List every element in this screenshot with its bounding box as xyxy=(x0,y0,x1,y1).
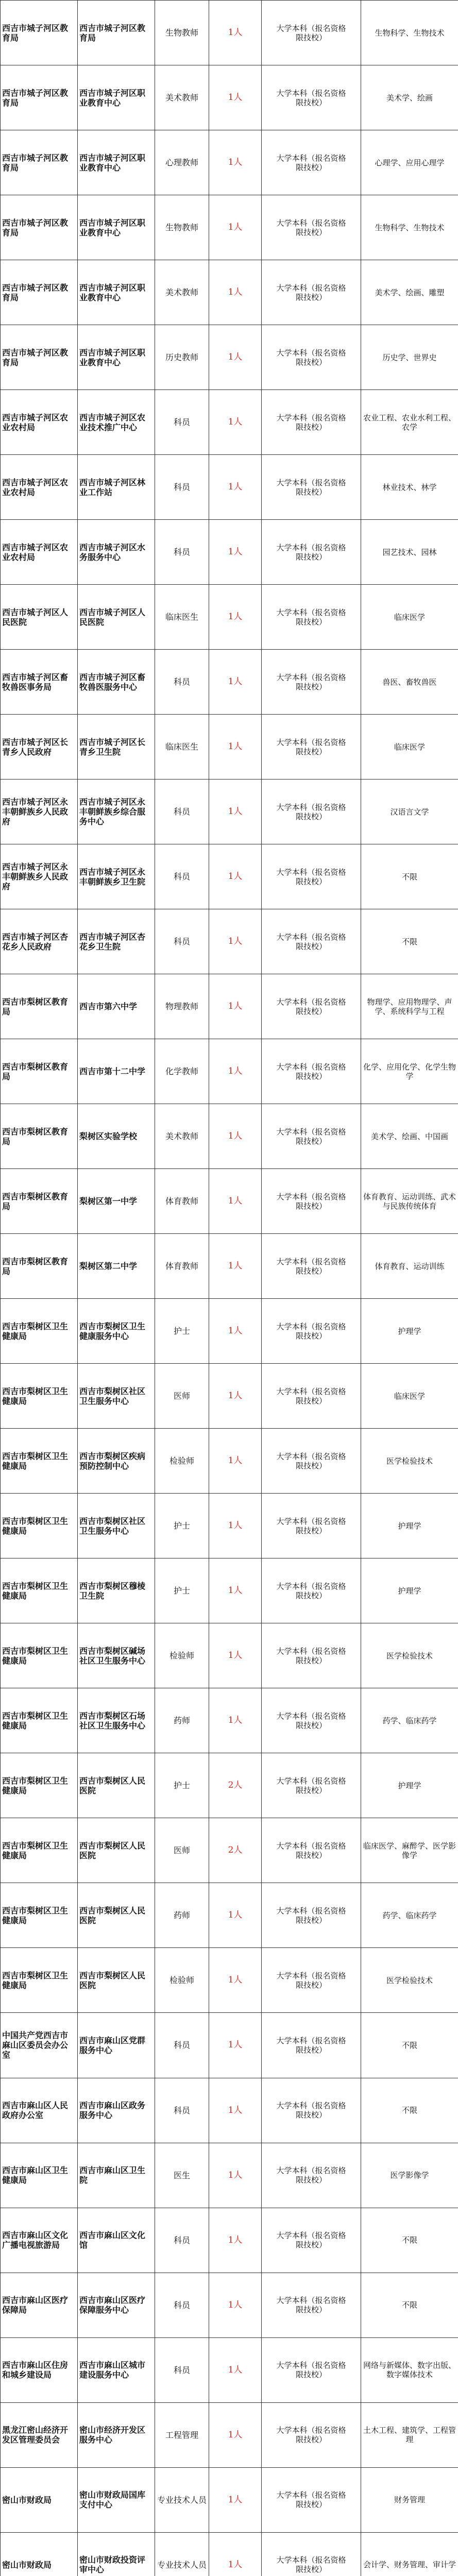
employer-cell: 西吉市梨树区石场社区卫生服务中心 xyxy=(78,1688,155,1753)
department-cell: 西吉市城子河区教育局 xyxy=(1,325,78,390)
education-cell: 大学本科（报名资格 限技校） xyxy=(262,1753,361,1818)
employer-cell: 西吉市梨树区碱场社区卫生服务中心 xyxy=(78,1623,155,1688)
position-cell: 化学教师 xyxy=(155,1039,209,1104)
position-cell: 体育教师 xyxy=(155,1169,209,1234)
table-row xyxy=(1,1234,458,1299)
table-row xyxy=(1,260,458,325)
headcount-cell: 1人 xyxy=(209,1104,262,1169)
major-cell: 护理学 xyxy=(361,1494,458,1558)
table-row xyxy=(1,1753,458,1818)
table-row xyxy=(1,909,458,974)
department-cell: 西吉市城子河区农业农村局 xyxy=(1,390,78,455)
major-cell: 物理学、应用物理学、声学、系统科学与工程 xyxy=(361,974,458,1039)
position-cell: 物理教师 xyxy=(155,974,209,1039)
employer-cell: 密山市财政投资评审中心 xyxy=(78,2532,155,2576)
table-row xyxy=(1,844,458,909)
position-cell: 护士 xyxy=(155,1494,209,1558)
employer-cell: 西吉市城子河区职业教育中心 xyxy=(78,65,155,130)
major-cell: 农业工程、农业水利工程、农学 xyxy=(361,390,458,455)
position-cell: 临床医生 xyxy=(155,585,209,650)
department-cell: 西吉市梨树区卫生健康局 xyxy=(1,1494,78,1558)
department-cell: 西吉市城子河区农业农村局 xyxy=(1,455,78,520)
employer-cell: 梨树区第二中学 xyxy=(78,1234,155,1299)
position-cell: 检验师 xyxy=(155,1623,209,1688)
employer-cell: 西吉市城子河区人民医院 xyxy=(78,585,155,650)
position-cell: 美术教师 xyxy=(155,1104,209,1169)
department-cell: 西吉市梨树区教育局 xyxy=(1,1234,78,1299)
education-cell: 大学本科（报名资格 限技校） xyxy=(262,974,361,1039)
employer-cell: 密山市经济开发区服务中心 xyxy=(78,2402,155,2467)
position-cell: 科员 xyxy=(155,2078,209,2143)
table-row xyxy=(1,1429,458,1494)
education-cell: 大学本科（报名资格 限技校） xyxy=(262,1494,361,1558)
employer-cell: 西吉市第十二中学 xyxy=(78,1039,155,1104)
table-row xyxy=(1,2467,458,2532)
position-cell: 生物教师 xyxy=(155,1,209,65)
employer-cell: 西吉市城子河区永丰朝鲜族乡卫生院 xyxy=(78,844,155,909)
employer-cell: 梨树区实验学校 xyxy=(78,1104,155,1169)
headcount-cell: 1人 xyxy=(209,650,262,715)
headcount-cell: 1人 xyxy=(209,844,262,909)
employer-cell: 西吉市梨树区人民医院 xyxy=(78,1753,155,1818)
education-cell: 大学本科（报名资格 限技校） xyxy=(262,2337,361,2402)
headcount-cell: 1人 xyxy=(209,325,262,390)
employer-cell: 西吉市城子河区水务服务中心 xyxy=(78,520,155,585)
department-cell: 西吉市城子河区永丰朝鲜族乡人民政府 xyxy=(1,844,78,909)
headcount-cell: 1人 xyxy=(209,390,262,455)
headcount-cell: 1人 xyxy=(209,1494,262,1558)
employer-cell: 西吉市城子河区教育局 xyxy=(78,1,155,65)
employer-cell: 西吉市麻山区医疗保障服务中心 xyxy=(78,2273,155,2337)
headcount-cell: 1人 xyxy=(209,1169,262,1234)
position-cell: 科员 xyxy=(155,2208,209,2273)
employer-cell: 西吉市麻山区党群服务中心 xyxy=(78,2013,155,2078)
position-cell: 历史教师 xyxy=(155,325,209,390)
table-row xyxy=(1,1688,458,1753)
department-cell: 西吉市梨树区教育局 xyxy=(1,1169,78,1234)
headcount-cell: 1人 xyxy=(209,2078,262,2143)
education-cell: 大学本科（报名资格 限技校） xyxy=(262,1299,361,1364)
employer-cell: 西吉市梨树区人民医院 xyxy=(78,1948,155,2013)
headcount-cell: 2人 xyxy=(209,1753,262,1818)
headcount-cell: 1人 xyxy=(209,2143,262,2208)
department-cell: 西吉市梨树区卫生健康局 xyxy=(1,1883,78,1948)
headcount-cell: 1人 xyxy=(209,65,262,130)
department-cell: 西吉市城子河区杏花乡人民政府 xyxy=(1,909,78,974)
department-cell: 西吉市梨树区教育局 xyxy=(1,1104,78,1169)
table-row xyxy=(1,1364,458,1429)
headcount-cell: 1人 xyxy=(209,1883,262,1948)
position-cell: 科员 xyxy=(155,2337,209,2402)
table-row xyxy=(1,585,458,650)
employer-cell: 西吉市城子河区职业教育中心 xyxy=(78,325,155,390)
employer-cell: 西吉市梨树区卫生健康服务中心 xyxy=(78,1299,155,1364)
department-cell: 西吉市麻山区文化广播电视旅游局 xyxy=(1,2208,78,2273)
department-cell: 西吉市梨树区卫生健康局 xyxy=(1,1818,78,1883)
table-row xyxy=(1,779,458,844)
position-cell: 检验师 xyxy=(155,1429,209,1494)
education-cell: 大学本科（报名资格 限技校） xyxy=(262,1818,361,1883)
table-row xyxy=(1,2143,458,2208)
employer-cell: 西吉市城子河区长青乡卫生院 xyxy=(78,715,155,779)
position-cell: 医师 xyxy=(155,1364,209,1429)
major-cell: 药学、临床药学 xyxy=(361,1688,458,1753)
table-row xyxy=(1,1558,458,1623)
major-cell: 美术学、绘画、中国画 xyxy=(361,1104,458,1169)
education-cell: 大学本科（报名资格 限技校） xyxy=(262,779,361,844)
major-cell: 美术学、绘画 xyxy=(361,65,458,130)
major-cell: 美术学、绘画、雕塑 xyxy=(361,260,458,325)
department-cell: 西吉市城子河区农业农村局 xyxy=(1,520,78,585)
employer-cell: 西吉市麻山区卫生院 xyxy=(78,2143,155,2208)
education-cell: 大学本科（报名资格 限技校） xyxy=(262,520,361,585)
table-row xyxy=(1,195,458,260)
major-cell: 医学影像学 xyxy=(361,2143,458,2208)
major-cell: 不限 xyxy=(361,2013,458,2078)
education-cell: 大学本科（报名资格 限技校） xyxy=(262,1429,361,1494)
position-cell: 美术教师 xyxy=(155,65,209,130)
position-cell: 工程管理 xyxy=(155,2402,209,2467)
table-row xyxy=(1,325,458,390)
major-cell: 护理学 xyxy=(361,1753,458,1818)
position-cell: 科员 xyxy=(155,844,209,909)
table-row xyxy=(1,1818,458,1883)
department-cell: 西吉市城子河区长青乡人民政府 xyxy=(1,715,78,779)
position-cell: 护士 xyxy=(155,1558,209,1623)
major-cell: 体育教育、运动训练、武术与民族传统体育 xyxy=(361,1169,458,1234)
department-cell: 西吉市梨树区教育局 xyxy=(1,1039,78,1104)
major-cell: 不限 xyxy=(361,2208,458,2273)
position-cell: 科员 xyxy=(155,779,209,844)
position-cell: 科员 xyxy=(155,520,209,585)
headcount-cell: 1人 xyxy=(209,2208,262,2273)
position-cell: 科员 xyxy=(155,455,209,520)
major-cell: 兽医、畜牧兽医 xyxy=(361,650,458,715)
headcount-cell: 1人 xyxy=(209,195,262,260)
major-cell: 会计学、财务管理、审计学 xyxy=(361,2532,458,2576)
position-cell: 美术教师 xyxy=(155,260,209,325)
department-cell: 西吉市梨树区卫生健康局 xyxy=(1,1558,78,1623)
table-row xyxy=(1,390,458,455)
department-cell: 西吉市梨树区卫生健康局 xyxy=(1,1299,78,1364)
position-cell: 医生 xyxy=(155,2143,209,2208)
department-cell: 西吉市梨树区卫生健康局 xyxy=(1,1948,78,2013)
headcount-cell: 1人 xyxy=(209,1948,262,2013)
education-cell: 大学本科（报名资格 限技校） xyxy=(262,1234,361,1299)
department-cell: 西吉市城子河区畜牧兽医事务局 xyxy=(1,650,78,715)
major-cell: 护理学 xyxy=(361,1558,458,1623)
education-cell: 大学本科（报名资格 限技校） xyxy=(262,390,361,455)
education-cell: 大学本科（报名资格 限技校） xyxy=(262,2078,361,2143)
education-cell: 大学本科（报名资格 限技校） xyxy=(262,1104,361,1169)
education-cell: 大学本科（报名资格 限技校） xyxy=(262,1948,361,2013)
department-cell: 西吉市城子河区教育局 xyxy=(1,1,78,65)
department-cell: 西吉市梨树区卫生健康局 xyxy=(1,1364,78,1429)
table-row xyxy=(1,2402,458,2467)
education-cell: 大学本科（报名资格 限技校） xyxy=(262,1558,361,1623)
education-cell: 大学本科（报名资格 限技校） xyxy=(262,909,361,974)
employer-cell: 西吉市第六中学 xyxy=(78,974,155,1039)
employer-cell: 西吉市梨树区疾病预防控制中心 xyxy=(78,1429,155,1494)
table-row xyxy=(1,65,458,130)
position-cell: 科员 xyxy=(155,2013,209,2078)
table-row xyxy=(1,2078,458,2143)
headcount-cell: 1人 xyxy=(209,715,262,779)
education-cell: 大学本科（报名资格 限技校） xyxy=(262,2532,361,2576)
table-row xyxy=(1,2337,458,2402)
department-cell: 西吉市城子河区教育局 xyxy=(1,130,78,195)
major-cell: 林业技术、林学 xyxy=(361,455,458,520)
major-cell: 不限 xyxy=(361,2078,458,2143)
employer-cell: 西吉市麻山区文化馆 xyxy=(78,2208,155,2273)
employer-cell: 西吉市城子河区农业技术推广中心 xyxy=(78,390,155,455)
education-cell: 大学本科（报名资格 限技校） xyxy=(262,1039,361,1104)
education-cell: 大学本科（报名资格 限技校） xyxy=(262,650,361,715)
headcount-cell: 1人 xyxy=(209,779,262,844)
employer-cell: 西吉市城子河区职业教育中心 xyxy=(78,130,155,195)
major-cell: 临床医学 xyxy=(361,585,458,650)
position-cell: 科员 xyxy=(155,650,209,715)
employer-cell: 西吉市梨树区社区卫生服务中心 xyxy=(78,1364,155,1429)
table-row xyxy=(1,715,458,779)
department-cell: 黑龙江密山经济开发区管理委员会 xyxy=(1,2402,78,2467)
headcount-cell: 1人 xyxy=(209,2532,262,2576)
table-row xyxy=(1,2532,458,2576)
education-cell: 大学本科（报名资格 限技校） xyxy=(262,2013,361,2078)
department-cell: 西吉市梨树区卫生健康局 xyxy=(1,1429,78,1494)
headcount-cell: 1人 xyxy=(209,455,262,520)
headcount-cell: 1人 xyxy=(209,2467,262,2532)
major-cell: 生物科学、生物技术 xyxy=(361,195,458,260)
table-row xyxy=(1,1039,458,1104)
major-cell: 心理学、应用心理学 xyxy=(361,130,458,195)
department-cell: 密山市财政局 xyxy=(1,2467,78,2532)
education-cell: 大学本科（报名资格 限技校） xyxy=(262,1169,361,1234)
major-cell: 财务管理 xyxy=(361,2467,458,2532)
table-row xyxy=(1,2013,458,2078)
headcount-cell: 1人 xyxy=(209,585,262,650)
headcount-cell: 1人 xyxy=(209,1623,262,1688)
employer-cell: 西吉市城子河区杏花乡卫生院 xyxy=(78,909,155,974)
education-cell: 大学本科（报名资格 限技校） xyxy=(262,195,361,260)
position-cell: 科员 xyxy=(155,390,209,455)
table-row xyxy=(1,130,458,195)
education-cell: 大学本科（报名资格 限技校） xyxy=(262,1688,361,1753)
department-cell: 西吉市麻山区人民政府办公室 xyxy=(1,2078,78,2143)
employer-cell: 密山市财政局国库支付中心 xyxy=(78,2467,155,2532)
major-cell: 不限 xyxy=(361,2273,458,2337)
major-cell: 医学检验技术 xyxy=(361,1948,458,2013)
education-cell: 大学本科（报名资格 限技校） xyxy=(262,455,361,520)
table-row xyxy=(1,455,458,520)
table-row xyxy=(1,2273,458,2337)
major-cell: 医学检验技术 xyxy=(361,1429,458,1494)
employer-cell: 梨树区第一中学 xyxy=(78,1169,155,1234)
department-cell: 西吉市城子河区人民医院 xyxy=(1,585,78,650)
education-cell: 大学本科（报名资格 限技校） xyxy=(262,1364,361,1429)
major-cell: 网络与新媒体、数字出版、数字媒体技术 xyxy=(361,2337,458,2402)
position-cell: 生物教师 xyxy=(155,195,209,260)
headcount-cell: 1人 xyxy=(209,974,262,1039)
headcount-cell: 1人 xyxy=(209,2273,262,2337)
department-cell: 西吉市麻山区卫生健康局 xyxy=(1,2143,78,2208)
department-cell: 西吉市梨树区卫生健康局 xyxy=(1,1623,78,1688)
table-row xyxy=(1,1104,458,1169)
position-cell: 科员 xyxy=(155,909,209,974)
major-cell: 不限 xyxy=(361,909,458,974)
education-cell: 大学本科（报名资格 限技校） xyxy=(262,1,361,65)
position-cell: 心理教师 xyxy=(155,130,209,195)
headcount-cell: 1人 xyxy=(209,1,262,65)
employer-cell: 西吉市城子河区林业工作站 xyxy=(78,455,155,520)
headcount-cell: 1人 xyxy=(209,909,262,974)
major-cell: 临床医学、麻醉学、医学影像学 xyxy=(361,1818,458,1883)
position-cell: 临床医生 xyxy=(155,715,209,779)
headcount-cell: 1人 xyxy=(209,2013,262,2078)
education-cell: 大学本科（报名资格 限技校） xyxy=(262,260,361,325)
headcount-cell: 1人 xyxy=(209,1234,262,1299)
headcount-cell: 1人 xyxy=(209,130,262,195)
education-cell: 大学本科（报名资格 限技校） xyxy=(262,2402,361,2467)
department-cell: 西吉市城子河区永丰朝鲜族乡人民政府 xyxy=(1,779,78,844)
employer-cell: 西吉市梨树区穆棱卫生院 xyxy=(78,1558,155,1623)
major-cell: 不限 xyxy=(361,844,458,909)
employer-cell: 西吉市麻山区政务服务中心 xyxy=(78,2078,155,2143)
department-cell: 密山市财政局 xyxy=(1,2532,78,2576)
employer-cell: 西吉市城子河区畜牧兽医服务中心 xyxy=(78,650,155,715)
department-cell: 西吉市城子河区教育局 xyxy=(1,65,78,130)
position-cell: 护士 xyxy=(155,1753,209,1818)
headcount-cell: 1人 xyxy=(209,2337,262,2402)
position-cell: 检验师 xyxy=(155,1948,209,2013)
employer-cell: 西吉市城子河区职业教育中心 xyxy=(78,260,155,325)
major-cell: 临床医学 xyxy=(361,715,458,779)
major-cell: 汉语言文学 xyxy=(361,779,458,844)
major-cell: 医学检验技术 xyxy=(361,1623,458,1688)
department-cell: 西吉市城子河区教育局 xyxy=(1,195,78,260)
table-row xyxy=(1,2208,458,2273)
table-row xyxy=(1,1299,458,1364)
headcount-cell: 1人 xyxy=(209,1688,262,1753)
table-row xyxy=(1,1169,458,1234)
position-cell: 专业技术人员 xyxy=(155,2532,209,2576)
position-cell: 专业技术人员 xyxy=(155,2467,209,2532)
employer-cell: 西吉市城子河区职业教育中心 xyxy=(78,195,155,260)
education-cell: 大学本科（报名资格 限技校） xyxy=(262,1883,361,1948)
major-cell: 历史学、世界史 xyxy=(361,325,458,390)
position-cell: 科员 xyxy=(155,2273,209,2337)
department-cell: 西吉市梨树区卫生健康局 xyxy=(1,1688,78,1753)
table-row xyxy=(1,1623,458,1688)
headcount-cell: 1人 xyxy=(209,2402,262,2467)
education-cell: 大学本科（报名资格 限技校） xyxy=(262,1623,361,1688)
major-cell: 园艺技术、园林 xyxy=(361,520,458,585)
department-cell: 西吉市梨树区卫生健康局 xyxy=(1,1753,78,1818)
department-cell: 西吉市麻山区住房和城乡建设局 xyxy=(1,2337,78,2402)
education-cell: 大学本科（报名资格 限技校） xyxy=(262,2208,361,2273)
position-cell: 药师 xyxy=(155,1688,209,1753)
education-cell: 大学本科（报名资格 限技校） xyxy=(262,325,361,390)
table-row xyxy=(1,1948,458,2013)
headcount-cell: 1人 xyxy=(209,1558,262,1623)
education-cell: 大学本科（报名资格 限技校） xyxy=(262,2273,361,2337)
table-row xyxy=(1,1494,458,1558)
education-cell: 大学本科（报名资格 限技校） xyxy=(262,715,361,779)
education-cell: 大学本科（报名资格 限技校） xyxy=(262,65,361,130)
table-row xyxy=(1,520,458,585)
employer-cell: 西吉市梨树区社区卫生服务中心 xyxy=(78,1494,155,1558)
table-row xyxy=(1,1,458,65)
headcount-cell: 1人 xyxy=(209,1364,262,1429)
major-cell: 药学、临床药学 xyxy=(361,1883,458,1948)
headcount-cell: 1人 xyxy=(209,520,262,585)
position-cell: 护士 xyxy=(155,1299,209,1364)
major-cell: 生物科学、生物技术 xyxy=(361,1,458,65)
major-cell: 护理学 xyxy=(361,1299,458,1364)
table-row xyxy=(1,650,458,715)
department-cell: 西吉市麻山区医疗保障局 xyxy=(1,2273,78,2337)
education-cell: 大学本科（报名资格 限技校） xyxy=(262,2467,361,2532)
table-body xyxy=(1,1,458,2576)
department-cell: 西吉市城子河区教育局 xyxy=(1,260,78,325)
employer-cell: 西吉市城子河区永丰朝鲜族乡综合服务中心 xyxy=(78,779,155,844)
table-row xyxy=(1,1883,458,1948)
education-cell: 大学本科（报名资格 限技校） xyxy=(262,844,361,909)
employer-cell: 西吉市梨树区人民医院 xyxy=(78,1883,155,1948)
headcount-cell: 1人 xyxy=(209,260,262,325)
headcount-cell: 1人 xyxy=(209,1299,262,1364)
major-cell: 体育教育、运动训练 xyxy=(361,1234,458,1299)
department-cell: 中国共产党西吉市麻山区委员会办公室 xyxy=(1,2013,78,2078)
education-cell: 大学本科（报名资格 限技校） xyxy=(262,130,361,195)
headcount-cell: 1人 xyxy=(209,1039,262,1104)
headcount-cell: 1人 xyxy=(209,1429,262,1494)
education-cell: 大学本科（报名资格 限技校） xyxy=(262,585,361,650)
major-cell: 临床医学 xyxy=(361,1364,458,1429)
position-cell: 药师 xyxy=(155,1883,209,1948)
education-cell: 大学本科（报名资格 限技校） xyxy=(262,2143,361,2208)
major-cell: 土木工程、建筑学、工程管理 xyxy=(361,2402,458,2467)
major-cell: 化学、应用化学、化学生物学 xyxy=(361,1039,458,1104)
employer-cell: 西吉市麻山区城市建设服务中心 xyxy=(78,2337,155,2402)
employer-cell: 西吉市梨树区人民医院 xyxy=(78,1818,155,1883)
position-cell: 医师 xyxy=(155,1818,209,1883)
table-row xyxy=(1,974,458,1039)
headcount-cell: 2人 xyxy=(209,1818,262,1883)
position-cell: 体育教师 xyxy=(155,1234,209,1299)
department-cell: 西吉市梨树区教育局 xyxy=(1,974,78,1039)
